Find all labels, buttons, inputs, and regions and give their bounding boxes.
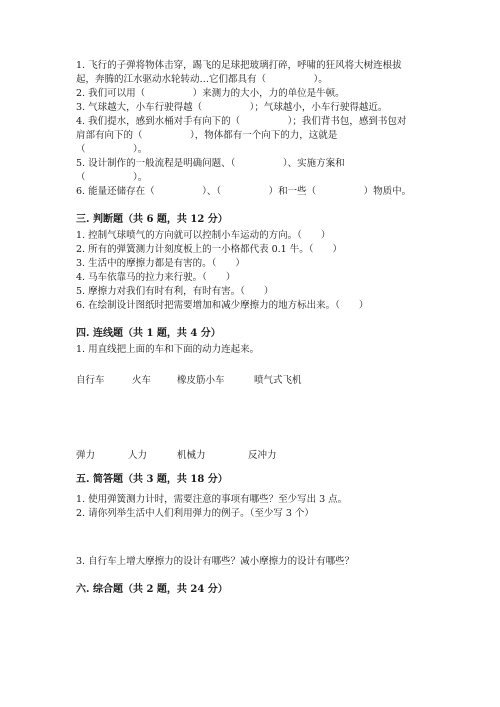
fill-line-3: 2. 我们可以用（ ）来测力的大小，力的单位是牛顿。	[76, 88, 345, 99]
match-top-item-bicycle: 自行车	[76, 375, 105, 386]
judge-question-5: 5. 摩擦力对我们有时有利，有时有害。（ ）	[76, 286, 274, 297]
judge-question-4: 4. 马车依靠马的拉力来行驶。（ ）	[76, 272, 236, 283]
match-bottom-item-mechanical-force: 机械力	[177, 450, 206, 461]
short-answer-question-2: 2. 请你列举生活中人们利用弹力的例子。（至少写 3 个）	[76, 508, 314, 519]
comprehensive-section-heading: 六. 综合题（共 2 题，共 24 分）	[76, 584, 228, 595]
judge-question-1: 1. 控制气球喷气的方向就可以控制小车运动的方向。（ ）	[76, 230, 331, 241]
match-bottom-item-human-force: 人力	[128, 450, 148, 461]
match-bottom-item-elastic-force: 弹力	[76, 450, 96, 461]
fill-line-2: 起，奔腾的江水驱动水轮转动…它们都具有（ ）。	[76, 74, 328, 85]
fill-line-10: 6. 能量还储存在（ ）、（ ）和一些（ ）物质中。	[76, 186, 412, 197]
match-top-item-train: 火车	[132, 375, 152, 386]
judge-question-2: 2. 所有的弹簧测力计刻度板上的一小格都代表 0.1 牛。（ ）	[76, 244, 342, 255]
match-bottom-item-recoil-force: 反冲力	[248, 450, 277, 461]
judge-question-6: 6. 在绘制设计图纸时把需要增加和减少摩擦力的地方标出来。（ ）	[76, 300, 369, 311]
fill-line-8: 5. 设计制作的一般流程是明确问题、（ ）、实施方案和	[76, 158, 345, 169]
judge-question-3: 3. 生活中的摩擦力都是有害的。（ ）	[76, 258, 245, 269]
fill-line-9: （ ）。	[76, 172, 148, 183]
short-answer-question-1: 1. 使用弹簧测力计时，需要注意的事项有哪些？至少写出 3 点。	[76, 494, 348, 505]
short-answer-question-3: 3. 自行车上增大摩擦力的设计有哪些？减小摩擦力的设计有哪些？	[76, 556, 355, 567]
judge-section-heading: 三. 判断题（共 6 题，共 12 分）	[76, 214, 228, 225]
match-section-heading: 四. 连线题（共 1 题，共 4 分）	[76, 328, 221, 339]
match-top-item-rubber-band-car: 橡皮筋小车	[177, 375, 225, 386]
fill-line-4: 3. 气球越大，小车行驶得越（ ）；气球越小，小车行驶得越近。	[76, 102, 388, 113]
fill-line-6: 肩部有向下的（ ），物体都有一个向下的力，这就是	[76, 130, 338, 141]
short-answer-section-heading: 五. 简答题（共 3 题，共 18 分）	[76, 474, 228, 485]
match-top-item-jet-plane: 喷气式飞机	[254, 375, 302, 386]
fill-line-1: 1. 飞行的子弹将物体击穿，踢飞的足球把玻璃打碎，呼啸的狂风将大树连根拔	[76, 60, 402, 71]
fill-line-7: （ ）。	[76, 144, 148, 155]
fill-line-5: 4. 我们提水，感到水桶对手有向下的（ ）；我们背书包，感到书包对	[76, 116, 407, 127]
match-instruction: 1. 用直线把上面的车和下面的动力连起来。	[76, 344, 260, 355]
